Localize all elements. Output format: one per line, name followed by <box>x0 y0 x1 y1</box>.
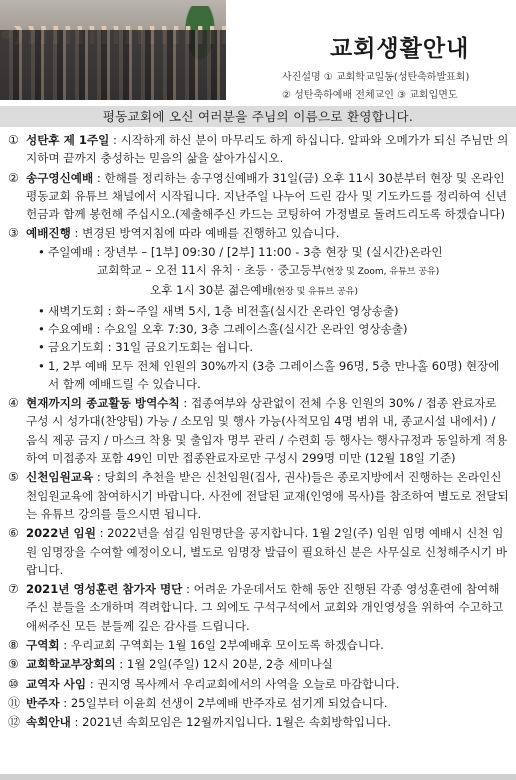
church-school-text: 교회학교 – 오전 11시 유치 · 초등 · 중고등부 <box>97 263 323 278</box>
photo-caption-line2: ② 성탄축하예배 전체교인 ③ 교회입면도 <box>282 90 458 101</box>
worship-schedule <box>26 243 510 393</box>
church-school-note: (현장 및 Zoom, 유튜브 공유) <box>322 267 440 278</box>
item-text: : 2022년을 섬길 임원명단을 공지합니다. 1월 2일(주) 임원 임명 예배시 신천 임원 임명장을 수여할 예정이오니, 별도로 임명장 발급이 필요하신 분은 사무실로 신청해주시기 바랍니다. <box>26 526 508 577</box>
photo-crowd <box>0 30 226 100</box>
announcement-item <box>8 468 510 523</box>
item-number: ⑦ <box>8 582 19 597</box>
item-heading: 송구영신예배 <box>26 170 94 185</box>
item-text: : 1월 2일(주일) 12시 20분, 2층 세미나실 <box>115 657 333 672</box>
friday-prayer-text: 금요기도회 : 31일 금요기도회는 쉽니다. <box>48 340 254 355</box>
item-text: : 시작하게 하신 분이 마무리도 하게 하십니다. 알파와 오메가가 되신 주님만 의지하며 끝까지 충성하는 믿음의 삶을 살아가십시오. <box>26 133 509 166</box>
item-heading: 속회안내 <box>26 715 71 730</box>
item-number: ⑪ <box>8 695 21 710</box>
item-number: ⑫ <box>8 715 21 730</box>
welcome-banner: 평동교회에 오신 여러분을 주님의 이름으로 환영합니다. <box>0 106 516 127</box>
item-heading: 예배진행 <box>26 226 71 241</box>
item-text: : 당회의 추천을 받은 신천임원(집사, 권사)들은 종로지방에서 진행하는 온라인신천임원교육에 참여하시기 바랍니다. 사전에 전달된 교재(인영애 목사)를 참조하여 별도로 전달되는 유튜브 강의를 들으시면 됩니다. <box>26 470 509 521</box>
wednesday-worship-text: 수요예배 : 수요일 오후 7:30, 3층 그레이스홀(실시간 온라인 영상송출) <box>48 321 408 336</box>
item-number: ⑥ <box>8 526 19 541</box>
item-number: ⑨ <box>8 657 19 672</box>
item-text: : 접종여부와 상관없이 전체 수용 인원의 30% / 접종 완료자로 구성 시 성가대(찬양팀) 가능 / 소모임 및 행사 가능(사적모임 4명 범위 내, 종교시설 내에서) / 음식 제공 금지 / 마스크 착용 및 출입자 명부 관리 / 수련회 등 행사는 행사규정과 동일하게 적용하여 미접종자 포함 49인 미만 접종완료자로만 구성시 299명 미만 (12월 18일 기준) <box>26 396 508 466</box>
item-number: ⑤ <box>8 470 19 485</box>
dawn-prayer-text: 새벽기도회 : 화~주일 새벽 5시, 1층 비전홀(실시간 온라인 영상송출) <box>48 303 399 318</box>
item-text: : 변경된 방역지침에 따라 예배를 진행하고 있습니다. <box>70 226 340 241</box>
item-text: : 25일부터 이윤희 선생이 2부예배 반주자로 섬기게 되었습니다. <box>59 695 388 710</box>
announcement-item <box>8 636 510 654</box>
announcement-item <box>8 694 510 712</box>
schedule-continuation <box>38 281 510 301</box>
item-text: : 권지영 목사께서 우리교회에서의 사역을 오늘로 마감합니다. <box>86 676 400 691</box>
item-number: ⑩ <box>8 676 19 691</box>
item-heading: 구역회 <box>26 638 60 653</box>
schedule-bullet <box>38 243 510 261</box>
item-heading: 교역자 사임 <box>26 676 87 691</box>
youth-worship-text: 오후 1시 30분 젊은예배 <box>150 283 273 298</box>
announcement-item <box>8 131 510 168</box>
item-text: : 어려운 가운데서도 한해 동안 진행된 각종 영성훈련에 참여해 주신 분들을 소개하며 격려합니다. 그 외에도 구석구석에서 교회와 개인영성을 위하여 수고하고 애써주신 모든 분들께 깊은 감사를 드립니다. <box>26 582 504 633</box>
item-heading: 반주자 <box>26 695 60 710</box>
group-photo <box>0 0 226 100</box>
photo-caption-line1: 사진설명 ① 교회학교일동(성탄축하발표회) <box>282 72 470 83</box>
schedule-continuation <box>38 261 510 281</box>
announcement-item <box>8 169 510 224</box>
announcement-item <box>8 224 510 393</box>
schedule-bullet <box>38 320 510 338</box>
schedule-bullet <box>38 338 510 356</box>
item-heading: 현재까지의 종교활동 방역수칙 <box>26 396 180 411</box>
announcement-item <box>8 655 510 673</box>
item-number: ① <box>8 133 19 147</box>
item-heading: 2022년 임원 <box>26 526 96 541</box>
capacity-text: 1, 2부 예배 모두 전체 인원의 30%까지 (3층 그레이스홀 96명, 5층 만나홀 60명) 현장에서 함께 예배드릴 수 있습니다. <box>48 358 500 391</box>
item-text: : 우리교회 구역회는 1월 16일 2부예배후 모이도록 하겠습니다. <box>59 638 384 653</box>
announcement-item <box>8 524 510 579</box>
item-number: ④ <box>8 396 19 411</box>
page-title: 교회생활안내 <box>330 36 470 62</box>
item-text: : 2021년 속회모임은 12월까지입니다. 1월은 속회방학입니다. <box>70 715 392 730</box>
item-heading: 2021년 영성훈련 참가자 명단 <box>26 582 183 597</box>
announcement-item <box>8 580 510 635</box>
announcement-item <box>8 394 510 467</box>
schedule-bullet <box>38 357 510 394</box>
announcement-item <box>8 675 510 693</box>
item-heading: 성탄후 제 1주일 <box>26 133 110 147</box>
item-text: : 한해를 정리하는 송구영신예배가 31일(금) 오후 11시 30분부터 현장 및 온라인평동교회 유튜브 채널에서 시작됩니다. 지난주일 나누어 드린 감사 및 기도카드를 정리하여 신년헌금과 함께 봉헌해 주십시오.(제출해주신 카드는 코팅하여 가정별로 돌려드리도록 하겠습니다) <box>26 170 508 222</box>
item-number: ③ <box>8 226 19 241</box>
sunday-worship-text: 주일예배 : 장년부 – [1부] 09:30 / [2부] 11:00 - 3층 현장 및 (실시간)온라인 <box>48 244 443 259</box>
bottom-divider <box>0 774 516 780</box>
announcement-item <box>8 713 510 731</box>
announcement-list <box>8 131 510 733</box>
item-number: ② <box>8 170 19 185</box>
item-number: ⑧ <box>8 638 19 653</box>
item-heading: 신천임원교육 <box>26 470 94 485</box>
item-heading: 교회학교부장회의 <box>26 657 116 672</box>
youth-worship-note: (현장 및 유튜브 공유) <box>272 287 358 298</box>
schedule-bullet <box>38 302 510 320</box>
